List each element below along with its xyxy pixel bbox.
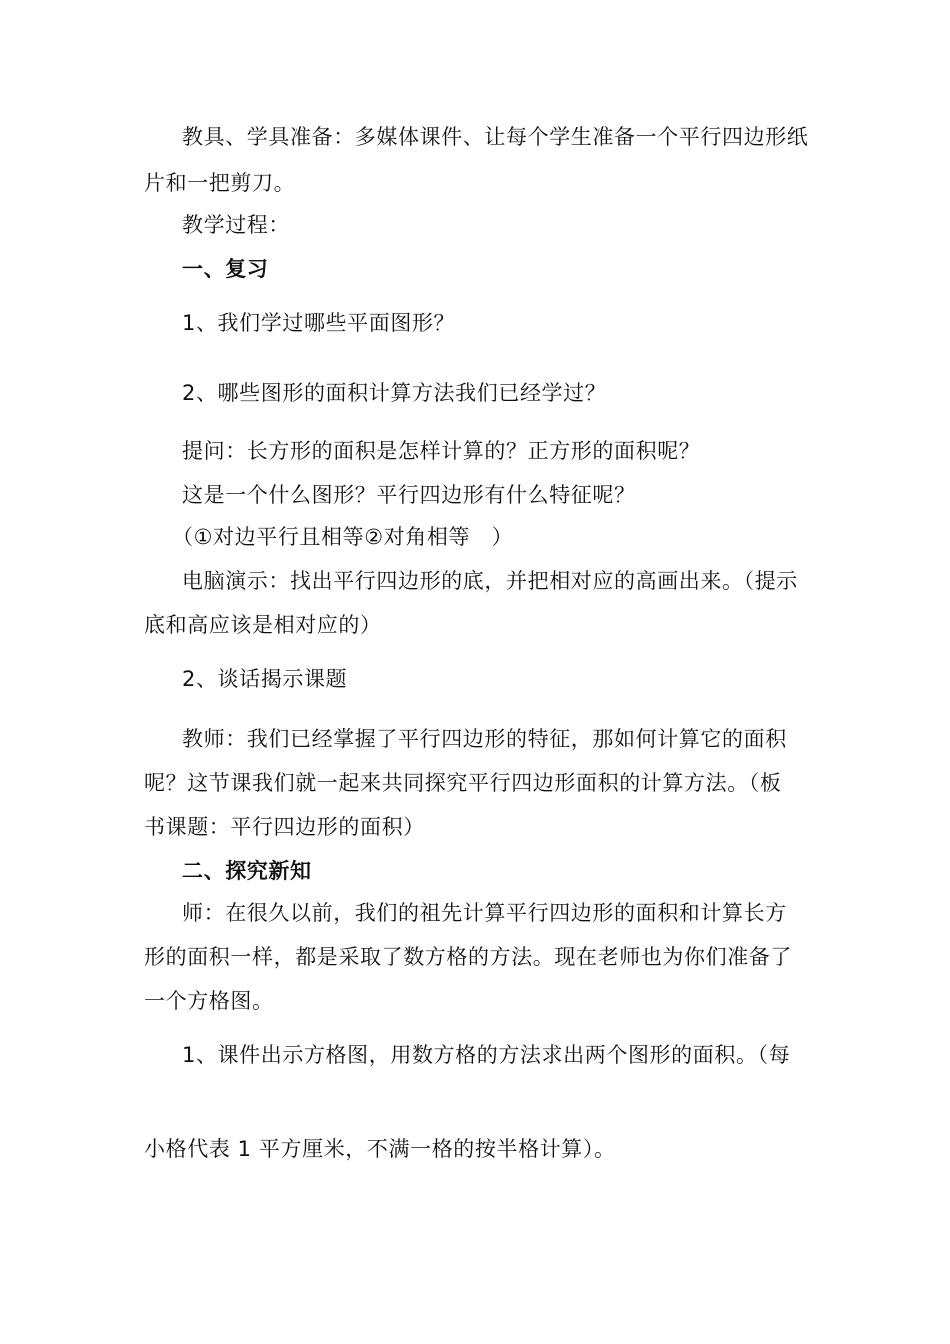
paragraph-line: 2、哪些图形的面积计算方法我们已经学过？: [182, 381, 607, 405]
paragraph-line: 小格代表 1 平方厘米，不满一格的按半格计算）。: [144, 1137, 616, 1161]
paragraph-line: 1、我们学过哪些平面图形？: [182, 311, 456, 335]
paragraph-line: 教具、学具准备：多媒体课件、让每个学生准备一个平行四边形纸: [182, 125, 809, 149]
paragraph-line: 教师：我们已经掌握了平行四边形的特征，那如何计算它的面积: [182, 727, 787, 751]
paragraph-line: 书课题：平行四边形的面积）: [144, 815, 425, 839]
paragraph-line: 提问：长方形的面积是怎样计算的？正方形的面积呢？: [182, 439, 701, 463]
paragraph-line: 片和一把剪刀。: [144, 171, 296, 195]
paragraph-line: 电脑演示：找出平行四边形的底，并把相对应的高画出来。（提示: [182, 569, 798, 593]
paragraph-line: 教学过程：: [182, 213, 290, 237]
section-heading: 二、探究新知: [182, 859, 312, 883]
paragraph-line: （①对边平行且相等②对角相等 ）: [172, 525, 514, 549]
paragraph-line: 底和高应该是相对应的）: [144, 613, 382, 637]
section-heading: 一、复习: [182, 257, 269, 281]
paragraph-line: 师：在很久以前，我们的祖先计算平行四边形的面积和计算长方: [182, 901, 787, 925]
paragraph-line: 一个方格图。: [144, 989, 274, 1013]
paragraph-line: 这是一个什么图形？平行四边形有什么特征呢？: [182, 483, 636, 507]
paragraph-line: 2、谈话揭示课题: [182, 667, 348, 691]
paragraph-line: 呢？这节课我们就一起来共同探究平行四边形面积的计算方法。（板: [144, 771, 782, 795]
paragraph-line: 形的面积一样，都是采取了数方格的方法。现在老师也为你们准备了: [144, 945, 792, 969]
paragraph-line: 1、课件出示方格图，用数方格的方法求出两个图形的面积。（每: [182, 1043, 791, 1067]
